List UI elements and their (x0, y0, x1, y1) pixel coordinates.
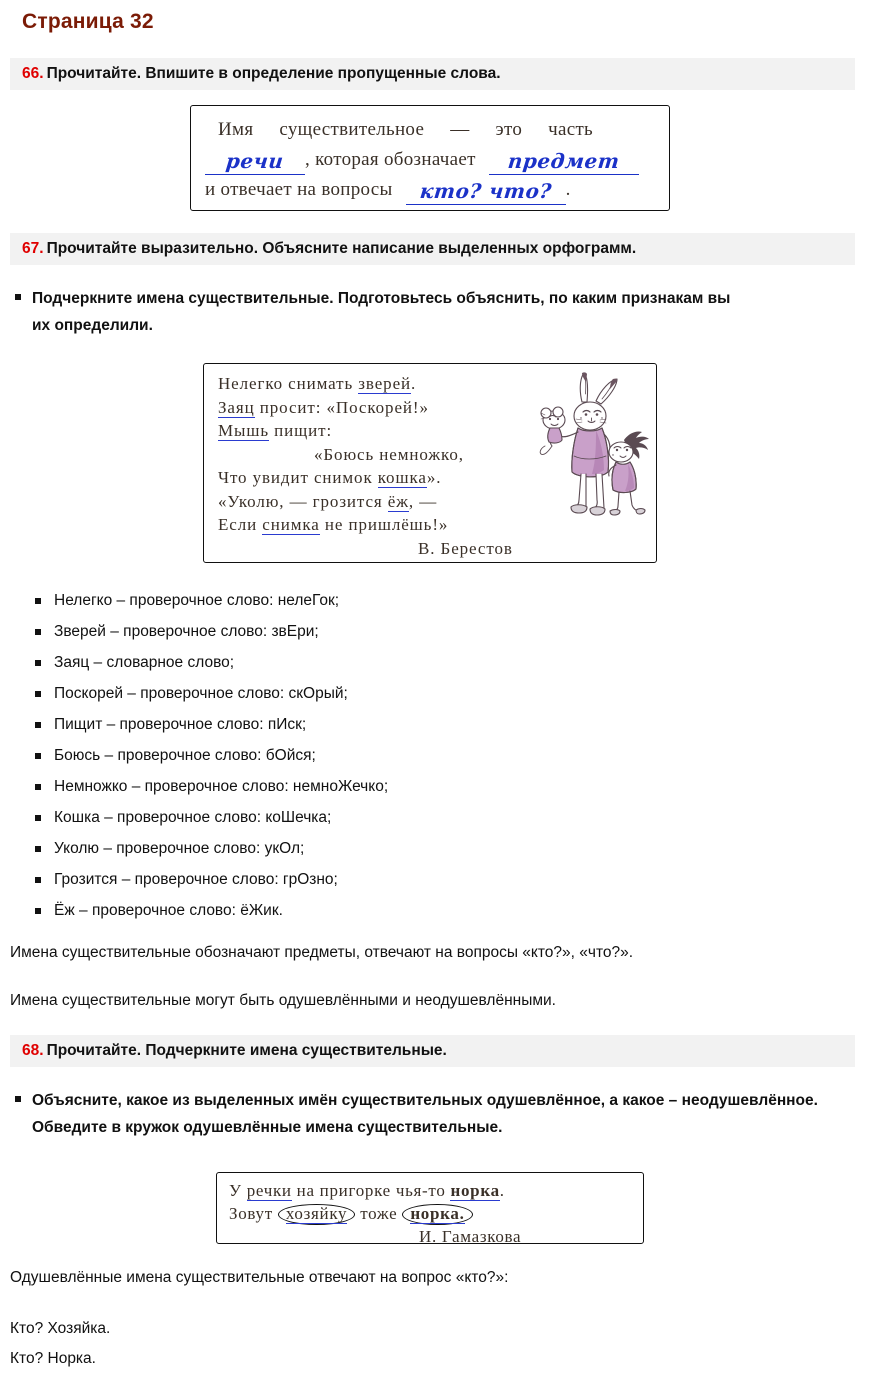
list-item-text: Нелегко – проверочное слово: нелеГок; (54, 592, 340, 609)
final-answer-1: Кто? Хозяйка. (10, 1320, 111, 1337)
definition-period: . (565, 179, 571, 200)
final-paragraph-1: Одушевлённые имена существительные отвечают на вопрос «кто?»: (10, 1269, 509, 1286)
task-heading-68 (10, 1035, 855, 1067)
riddle-line-1: У речки на пригорке чья-то норка. (229, 1181, 505, 1200)
riddle-author: И. Гамазкова (419, 1227, 522, 1246)
list-item (32, 678, 632, 709)
definition-phrase-otvechaet: и отвечает на вопросы (205, 179, 393, 200)
conclusion-paragraph-1: Имена существительные обозначают предметы, отвечают на вопросы «кто?», «что?». (10, 944, 634, 961)
conclusion-paragraph-2: Имена существительные могут быть одушевлёнными и неодушевлёнными. (10, 992, 556, 1009)
bullet-icon (35, 660, 41, 666)
bullet-icon (35, 691, 41, 697)
task-heading-text-66: Прочитайте. Впишите в определение пропущенные слова. (46, 65, 501, 82)
poem-line: Нелегко снимать зверей. (218, 374, 417, 393)
instruction-67-text: Подчеркните имена существительные. Подготовьтесь объяснить, по каким признакам вы их определили. (32, 290, 731, 334)
list-item (32, 616, 632, 647)
definition-blank-2[interactable]: предмет (489, 150, 639, 175)
bullet-icon (35, 908, 41, 914)
list-item (32, 771, 632, 802)
list-item-text: Боюсь – проверочное слово: бОйся; (54, 747, 316, 764)
list-item-text: Зверей – проверочное слово: звЕри; (54, 623, 319, 640)
task-heading-text-68: Прочитайте. Подчеркните имена существительные. (46, 1042, 447, 1059)
definition-dash: — (450, 119, 470, 140)
poem-line: «Боюсь немножко, (314, 444, 464, 464)
bullet-icon (35, 722, 41, 728)
list-item-text: Ёж – проверочное слово: ёЖик. (54, 902, 283, 919)
list-item (32, 833, 632, 864)
poem-line: Что увидит снимок кошка». (218, 468, 442, 487)
instruction-67 (32, 285, 752, 339)
underlined-noun: Мышь (218, 421, 269, 440)
underlined-noun: кошка (377, 468, 427, 487)
list-item (32, 709, 632, 740)
definition-word-chast: часть (548, 119, 594, 140)
bullet-icon (15, 294, 21, 300)
instruction-68-text: Объясните, какое из выделенных имён существительных одушевлённое, а какое – неодушевлённое. Обведите в кружок одушевлённые имена существительные. (32, 1092, 818, 1136)
poem-line: Если снимка не пришлёшь!» (218, 515, 449, 534)
bullet-icon (35, 846, 41, 852)
bullet-icon (35, 629, 41, 635)
list-item-text: Поскорей – проверочное слово: скОрый; (54, 685, 348, 702)
definition-answer-box (190, 105, 670, 211)
list-item-text: Грозится – проверочное слово: грОзно; (54, 871, 338, 888)
underlined-noun: снимка (262, 515, 320, 534)
poem-box-berestov (203, 363, 657, 563)
poem-author: В. Берестов (418, 538, 513, 558)
definition-line-1 (205, 115, 655, 145)
underlined-noun: Заяц (218, 397, 255, 417)
definition-word-sushchestvitelnoe: существительное (279, 119, 425, 140)
poem-line: Мышь пищит: (218, 421, 333, 440)
riddle-line-2: Зовут хозяйку тоже норка. (229, 1202, 633, 1225)
list-item-text: Пищит – проверочное слово: пИск; (54, 716, 307, 733)
task-number-67: 67. (22, 240, 44, 257)
underlined-noun: ёж (387, 491, 409, 511)
task-heading-66 (10, 58, 855, 90)
riddle-box-gamazkova (216, 1172, 644, 1244)
list-item (32, 740, 632, 771)
bullet-icon (35, 784, 41, 790)
final-answer-2: Кто? Норка. (10, 1350, 96, 1367)
list-item-text: Заяц – словарное слово; (54, 654, 235, 671)
definition-blank-1[interactable]: речи (205, 150, 305, 175)
definition-line-3 (205, 175, 655, 205)
list-item (32, 864, 632, 895)
poem-line: «Уколю, — грозится ёж, — (218, 491, 438, 511)
page-title: Страница 32 (22, 10, 154, 33)
bullet-icon (35, 877, 41, 883)
task-heading-text-67: Прочитайте выразительно. Объясните написание выделенных орфограмм. (46, 240, 637, 257)
instruction-68 (32, 1087, 822, 1141)
underlined-noun-norka: норка (450, 1181, 500, 1200)
list-item (32, 647, 632, 678)
underlined-noun-rechki: речки (246, 1181, 292, 1200)
definition-word-imya: Имя (218, 119, 254, 140)
task-number-66: 66. (22, 65, 44, 82)
list-item-text: Немножко – проверочное слово: немноЖечко; (54, 778, 389, 795)
list-item (32, 585, 632, 616)
bullet-icon (15, 1096, 21, 1102)
answer-list-67 (32, 585, 632, 926)
poem-line: Заяц просит: «Поскорей!» (218, 397, 429, 417)
bullet-icon (35, 598, 41, 604)
list-item-text: Уколю – проверочное слово: укОл; (54, 840, 305, 857)
bullet-icon (35, 815, 41, 821)
list-item-text: Кошка – проверочное слово: коШечка; (54, 809, 332, 826)
definition-word-eto: это (495, 119, 523, 140)
bullet-icon (35, 753, 41, 759)
definition-phrase-kotoraya: , которая обозначает (305, 149, 476, 170)
definition-blank-3[interactable]: кто? что? (406, 180, 566, 205)
definition-line-2 (205, 145, 655, 175)
task-heading-67 (10, 233, 855, 265)
circled-noun-hozyayku: хозяйку (278, 1204, 355, 1225)
task-number-68: 68. (22, 1042, 44, 1059)
hare-mouse-hedgehog-illustration (538, 368, 656, 544)
underlined-noun: зверей (358, 374, 412, 393)
list-item (32, 895, 632, 926)
list-item (32, 802, 632, 833)
circled-noun-norka: норка. (402, 1204, 472, 1225)
